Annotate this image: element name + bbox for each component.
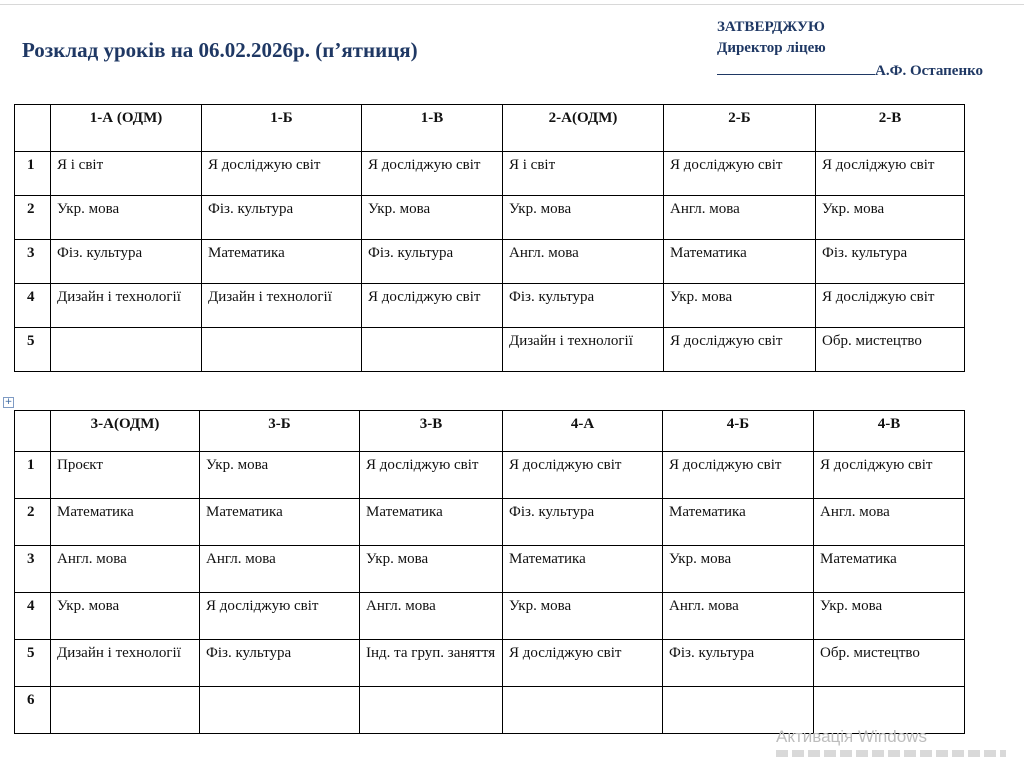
- table-row: [15, 240, 965, 284]
- table-row: [15, 499, 965, 546]
- subject-cell[interactable]: Я досліджую світ: [816, 284, 965, 328]
- subject-cell[interactable]: Дизайн і технології: [51, 640, 200, 687]
- subject-cell[interactable]: Обр. мистецтво: [814, 640, 965, 687]
- subject-cell[interactable]: Фіз. культура: [200, 640, 360, 687]
- subject-cell[interactable]: [362, 328, 503, 372]
- subject-cell[interactable]: [200, 687, 360, 734]
- subject-cell[interactable]: Фіз. культура: [663, 640, 814, 687]
- subject-cell[interactable]: Укр. мова: [362, 196, 503, 240]
- header-row: [15, 411, 965, 452]
- class-header-cell: 1-В: [362, 105, 503, 152]
- approval-position: Директор ліцею: [717, 40, 826, 56]
- lesson-number-cell: 1: [15, 152, 51, 196]
- subject-cell[interactable]: Фіз. культура: [816, 240, 965, 284]
- schedule-table-grades-1-2: [14, 104, 965, 372]
- subject-cell[interactable]: Фіз. культура: [503, 284, 664, 328]
- subject-cell[interactable]: Я досліджую світ: [503, 640, 663, 687]
- table-row: [15, 640, 965, 687]
- class-header-cell: 2-А(ОДМ): [503, 105, 664, 152]
- subject-cell[interactable]: Я досліджую світ: [664, 152, 816, 196]
- approval-signature: [717, 60, 983, 82]
- signature-line: [717, 60, 875, 75]
- corner-header-cell: [15, 411, 51, 452]
- subject-cell[interactable]: Я і світ: [51, 152, 202, 196]
- class-header-cell: 4-А: [503, 411, 663, 452]
- subject-cell[interactable]: [51, 328, 202, 372]
- subject-cell[interactable]: Укр. мова: [51, 593, 200, 640]
- class-header-cell: 3-В: [360, 411, 503, 452]
- subject-cell[interactable]: Я досліджую світ: [663, 452, 814, 499]
- table-row: [15, 546, 965, 593]
- lesson-number-cell: 2: [15, 499, 51, 546]
- page-title: Розклад уроків на 06.02.2026р. (п’ятниця): [22, 38, 418, 62]
- windows-activation-watermark: Активація Windows: [776, 727, 927, 746]
- subject-cell[interactable]: Фіз. культура: [51, 240, 202, 284]
- class-header-cell: 3-А(ОДМ): [51, 411, 200, 452]
- header-row: [15, 105, 965, 152]
- subject-cell[interactable]: Математика: [814, 546, 965, 593]
- subject-cell[interactable]: Математика: [51, 499, 200, 546]
- subject-cell[interactable]: Укр. мова: [51, 196, 202, 240]
- subject-cell[interactable]: Математика: [664, 240, 816, 284]
- subject-cell[interactable]: Я досліджую світ: [503, 452, 663, 499]
- lesson-number-cell: 4: [15, 284, 51, 328]
- lesson-number-cell: 3: [15, 240, 51, 284]
- subject-cell[interactable]: Математика: [200, 499, 360, 546]
- subject-cell[interactable]: Укр. мова: [200, 452, 360, 499]
- subject-cell[interactable]: Проєкт: [51, 452, 200, 499]
- subject-cell[interactable]: Я досліджую світ: [362, 284, 503, 328]
- subject-cell[interactable]: Обр. мистецтво: [816, 328, 965, 372]
- subject-cell[interactable]: Укр. мова: [503, 593, 663, 640]
- subject-cell[interactable]: Укр. мова: [664, 284, 816, 328]
- class-header-cell: 4-В: [814, 411, 965, 452]
- lesson-number-cell: 2: [15, 196, 51, 240]
- subject-cell[interactable]: Я досліджую світ: [360, 452, 503, 499]
- director-name: А.Ф. Остапенко: [875, 63, 984, 79]
- subject-cell[interactable]: Англ. мова: [503, 240, 664, 284]
- table-row: [15, 328, 965, 372]
- class-header-cell: 3-Б: [200, 411, 360, 452]
- lesson-number-cell: 5: [15, 328, 51, 372]
- class-header-cell: 2-В: [816, 105, 965, 152]
- corner-header-cell: [15, 105, 51, 152]
- subject-cell[interactable]: Інд. та груп. заняття: [360, 640, 503, 687]
- table-row: [15, 593, 965, 640]
- lesson-number-cell: 5: [15, 640, 51, 687]
- subject-cell[interactable]: Укр. мова: [503, 196, 664, 240]
- approval-heading: ЗАТВЕРДЖУЮ: [717, 19, 825, 35]
- schedule-table-grades-3-4: [14, 410, 965, 734]
- subject-cell[interactable]: Я досліджую світ: [362, 152, 503, 196]
- subject-cell[interactable]: Укр. мова: [360, 546, 503, 593]
- subject-cell[interactable]: Дизайн і технології: [503, 328, 664, 372]
- subject-cell[interactable]: Я досліджую світ: [664, 328, 816, 372]
- subject-cell[interactable]: Математика: [503, 546, 663, 593]
- subject-cell[interactable]: Англ. мова: [360, 593, 503, 640]
- subject-cell[interactable]: Англ. мова: [814, 499, 965, 546]
- table-row: [15, 452, 965, 499]
- table-row: [15, 152, 965, 196]
- class-header-cell: 4-Б: [663, 411, 814, 452]
- subject-cell[interactable]: Укр. мова: [814, 593, 965, 640]
- class-header-cell: 1-А (ОДМ): [51, 105, 202, 152]
- table-row: [15, 284, 965, 328]
- subject-cell[interactable]: Англ. мова: [664, 196, 816, 240]
- subject-cell[interactable]: [51, 687, 200, 734]
- subject-cell[interactable]: Дизайн і технології: [202, 284, 362, 328]
- subject-cell[interactable]: Я досліджую світ: [200, 593, 360, 640]
- lesson-number-cell: 4: [15, 593, 51, 640]
- top-border-line: [0, 4, 1024, 5]
- subject-cell[interactable]: Англ. мова: [663, 593, 814, 640]
- class-header-cell: 2-Б: [664, 105, 816, 152]
- subject-cell[interactable]: Фіз. культура: [202, 196, 362, 240]
- subject-cell[interactable]: Англ. мова: [51, 546, 200, 593]
- lesson-number-cell: 1: [15, 452, 51, 499]
- lesson-number-cell: 3: [15, 546, 51, 593]
- table-move-handle-icon[interactable]: +: [4, 397, 13, 407]
- approval-block: [717, 17, 983, 82]
- lesson-number-cell: 6: [15, 687, 51, 734]
- subject-cell[interactable]: Математика: [663, 499, 814, 546]
- subject-cell[interactable]: [360, 687, 503, 734]
- class-header-cell: 1-Б: [202, 105, 362, 152]
- subject-cell[interactable]: Дизайн і технології: [51, 284, 202, 328]
- subject-cell[interactable]: Математика: [202, 240, 362, 284]
- subject-cell[interactable]: [503, 687, 663, 734]
- subject-cell[interactable]: Я досліджую світ: [202, 152, 362, 196]
- subject-cell[interactable]: Я і світ: [503, 152, 664, 196]
- subject-cell[interactable]: Англ. мова: [200, 546, 360, 593]
- subject-cell[interactable]: Укр. мова: [663, 546, 814, 593]
- table-row: [15, 196, 965, 240]
- subject-cell[interactable]: Математика: [360, 499, 503, 546]
- subject-cell[interactable]: Укр. мова: [816, 196, 965, 240]
- subject-cell[interactable]: Фіз. культура: [503, 499, 663, 546]
- subject-cell[interactable]: Я досліджую світ: [816, 152, 965, 196]
- subject-cell[interactable]: Фіз. культура: [362, 240, 503, 284]
- subject-cell[interactable]: [202, 328, 362, 372]
- watermark-subtext: [776, 750, 1006, 757]
- subject-cell[interactable]: Я досліджую світ: [814, 452, 965, 499]
